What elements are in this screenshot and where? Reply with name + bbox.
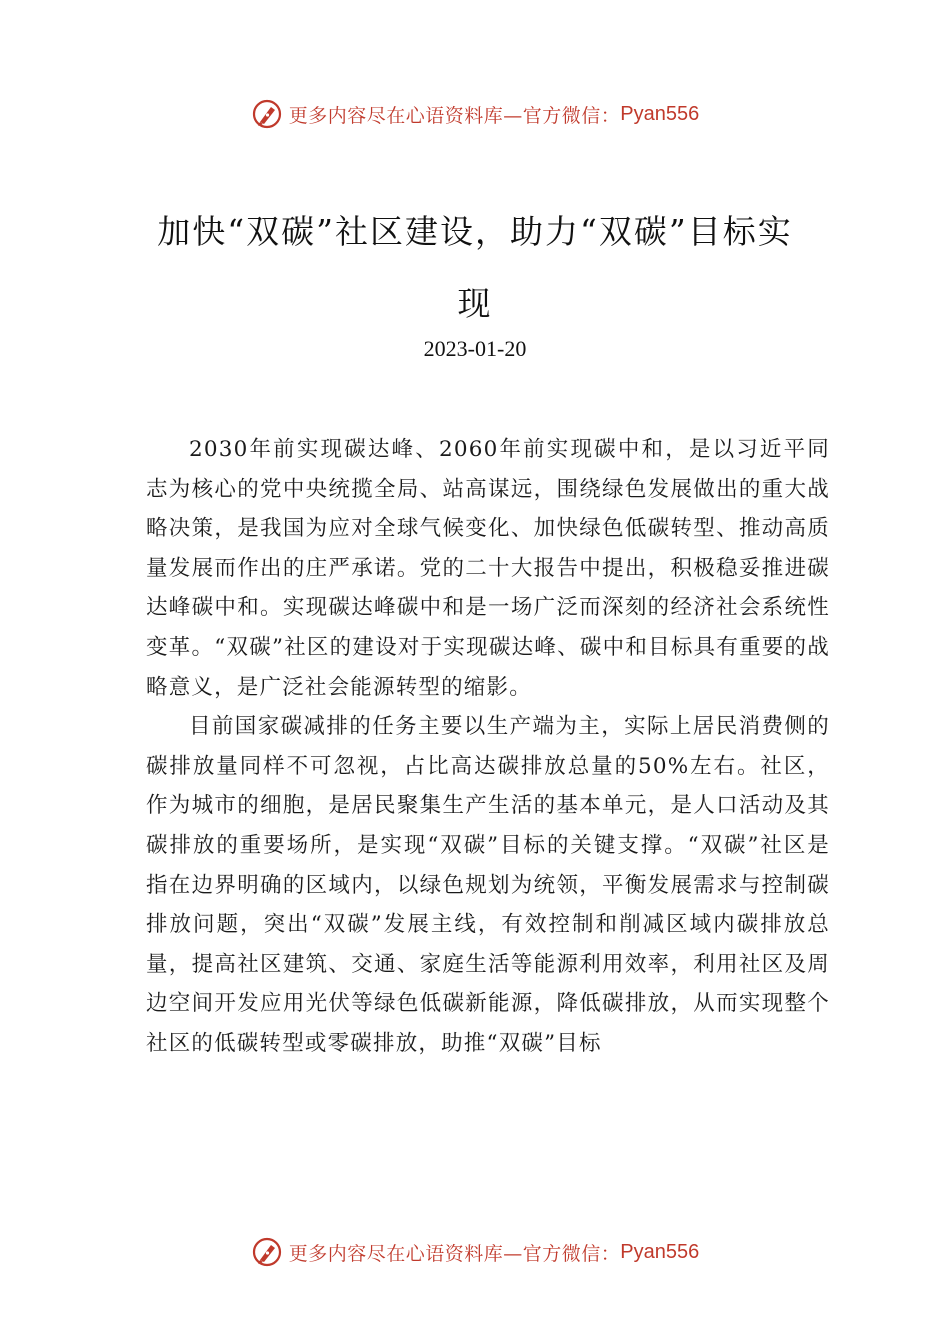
article-title: 加快“双碳”社区建设，助力“双碳”目标实现 <box>157 212 793 323</box>
pen-nib-logo-icon <box>251 98 283 130</box>
pen-nib-logo-icon <box>251 1236 283 1268</box>
header-banner <box>0 94 950 134</box>
article-date: 2023-01-20 <box>423 336 527 361</box>
paragraph: 2030年前实现碳达峰、2060年前实现碳中和，是以习近平同志为核心的党中央统揽全局、站高谋远，围绕绿色发展做出的重大战略决策，是我国为应对全球气候变化、加快绿色低碳转型、推动高质量发展而作出的庄严承诺。党的二十大报告中提出，积极稳妥推进碳达峰碳中和。实现碳达峰碳中和是一场广泛而深刻的经济社会系统性变革。“双碳”社区的建设对于实现碳达峰、碳中和目标具有重要的战略意义，是广泛社会能源转型的缩影。 <box>146 437 830 700</box>
article-body <box>146 430 830 1064</box>
footer-banner <box>0 1232 950 1272</box>
header-banner-handle: Pyan556 <box>620 102 700 125</box>
footer-banner-handle: Pyan556 <box>620 1240 700 1263</box>
footer-banner-text: 更多内容尽在心语资料库—官方微信： <box>288 1242 621 1265</box>
header-banner-text: 更多内容尽在心语资料库—官方微信： <box>288 104 621 127</box>
paragraph: 目前国家碳减排的任务主要以生产端为主，实际上居民消费侧的碳排放量同样不可忽视，占比高达碳排放总量的50%左右。社区，作为城市的细胞，是居民聚集生产生活的基本单元，是人口活动及其碳排放的重要场所，是实现“双碳”目标的关键支撑。“双碳”社区是指在边界明确的区域内，以绿色规划为统领，平衡发展需求与控制碳排放问题，突出“双碳”发展主线，有效控制和削减区域内碳排放总量，提高社区建筑、交通、家庭生活等能源利用效率，利用社区及周边空间开发应用光伏等绿色低碳新能源，降低碳排放，从而实现整个社区的低碳转型或零碳排放，助推“双碳”目标 <box>146 714 830 1056</box>
